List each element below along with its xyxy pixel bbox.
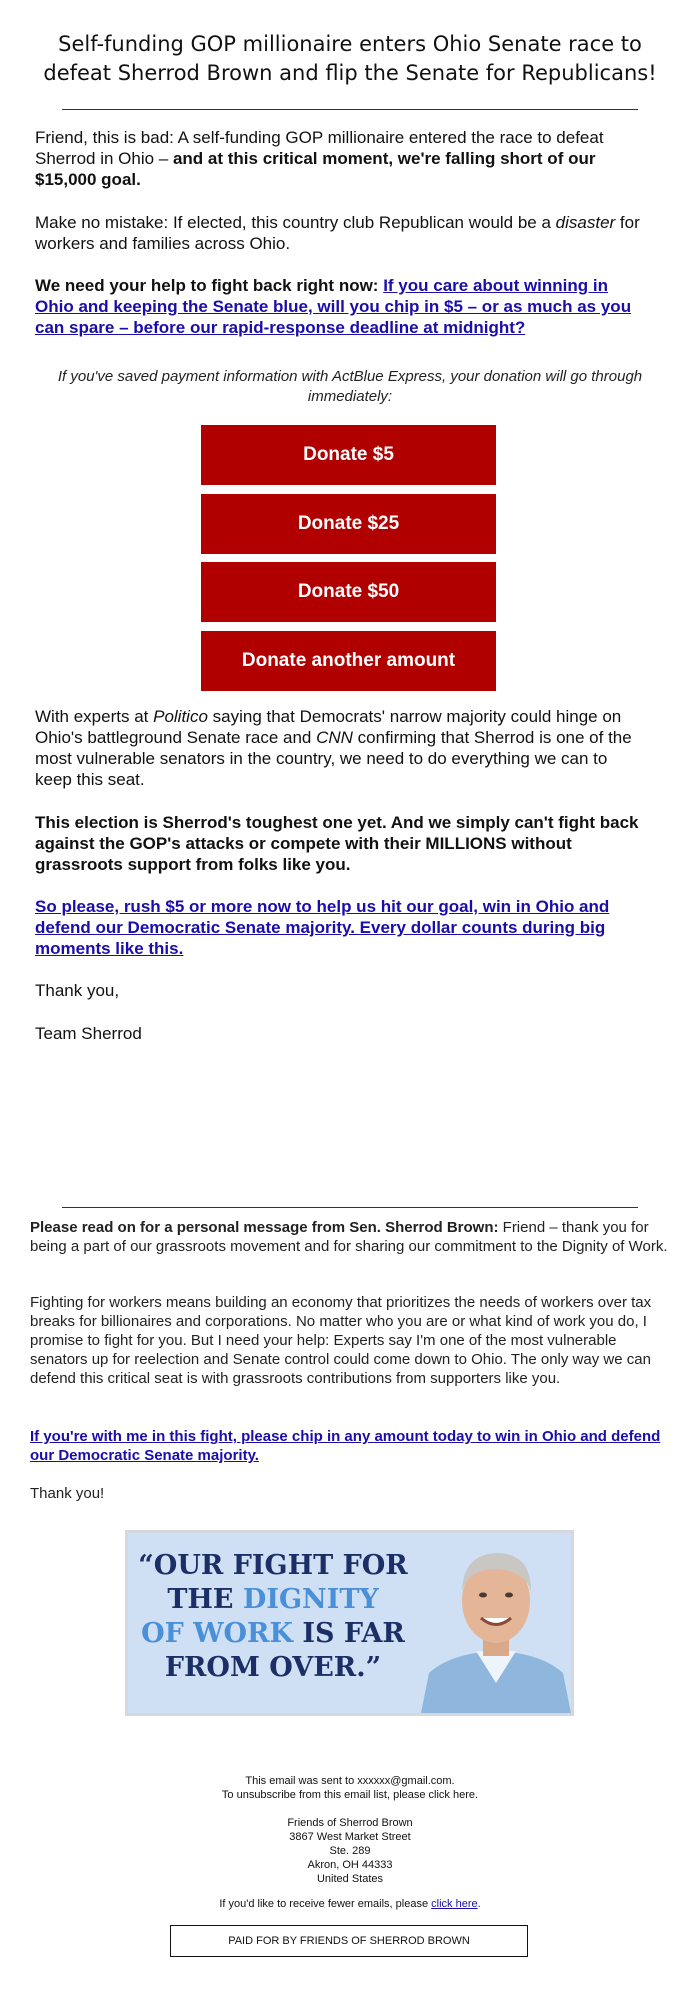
disaster-text: Make no mistake: If elected, this country club Republican would be a — [35, 213, 556, 232]
dignity-of-work-banner[interactable] — [125, 1530, 574, 1716]
closing-thank-you: Thank you, — [35, 981, 120, 1000]
personal-intro — [30, 1218, 670, 1256]
banner-line-2a: THE — [167, 1584, 243, 1615]
footer-suite: Ste. 289 — [329, 1845, 371, 1857]
experts-text-3: confirming that Sherrod is one of the most vulnerable senators in the country, we need to do everything we can to keep this seat. — [35, 728, 632, 789]
banner-line-3b: IS FAR — [292, 1618, 405, 1649]
donate-25-button[interactable]: Donate $25 — [201, 494, 496, 554]
fewer-emails-text: If you'd like to receive fewer emails, please — [219, 1898, 432, 1910]
footer-street: 3867 West Market Street — [289, 1831, 411, 1843]
divider-top — [62, 109, 638, 110]
paragraph-rush — [35, 896, 645, 959]
banner-line-2 — [138, 1583, 408, 1617]
banner-line-3a: OF WORK — [141, 1618, 293, 1649]
paragraph-disaster — [35, 212, 645, 254]
paragraph-ask — [35, 275, 645, 338]
banner-line-2b: DIGNITY — [242, 1584, 379, 1615]
footer-fewer-emails — [150, 1897, 550, 1911]
ask-bold: We need your help to fight back right now: — [35, 276, 384, 295]
fewer-emails-suffix: . — [477, 1898, 481, 1910]
experts-text-1: With experts at — [35, 707, 154, 726]
email-headline: Self-funding GOP millionaire enters Ohio Senate race to defeat Sherrod Brown and flip the Senate for Republicans! — [43, 32, 657, 85]
personal-paragraph: Fighting for workers means building an economy that prioritizes the needs of workers over tax breaks for billionaires and corporations. No matter who you are or what kind of work you do, I promise to fight for you. But I need your help: Experts say I'm one of the most vulnerable senators up for reelection and Senate control could come down to Ohio. The only way we can defend this critical seat is with grassroots contributions from supporters like you. — [30, 1294, 652, 1387]
intro-bold: and at this critical moment, we're falling short of our $15,000 goal. — [35, 149, 596, 189]
donate-50-button[interactable]: Donate $50 — [201, 562, 496, 622]
rush-donation-link[interactable]: So please, rush $5 or more now to help us hit our goal, win in Ohio and defend our Democratic Senate majority. Every dollar counts during big moments like this. — [35, 897, 610, 958]
disaster-text-end: for workers and families across Ohio. — [35, 213, 640, 253]
personal-thanks: Thank you! — [30, 1485, 105, 1502]
footer-sent-to: This email was sent to xxxxxx@gmail.com. — [245, 1775, 455, 1787]
actblue-express-note: If you've saved payment information with ActBlue Express, your donation will go through immediately: — [57, 368, 643, 405]
banner-line-4: FROM OVER.” — [164, 1652, 382, 1683]
footer-unsubscribe[interactable] — [150, 1788, 550, 1802]
donate-other-amount-button[interactable]: Donate another amount — [201, 631, 496, 691]
footer-city: Akron, OH 44333 — [307, 1859, 393, 1871]
experts-text-2: saying that Democrats' narrow majority could hinge on Ohio's battleground Senate race and — [35, 707, 622, 747]
footer-country: United States — [316, 1873, 384, 1885]
paragraph-experts — [35, 706, 645, 790]
paragraph-toughest: This election is Sherrod's toughest one yet. And we simply can't fight back against the GOP's attacks or compete with their MILLIONS without grassroots support from folks like you. — [35, 813, 639, 874]
personal-link-paragraph — [30, 1427, 670, 1465]
politico-italic: Politico — [153, 707, 208, 726]
fewer-emails-link[interactable]: click here — [431, 1898, 478, 1910]
unsubscribe-link[interactable]: To unsubscribe from this email list, please click here. — [221, 1789, 479, 1801]
banner-quote — [138, 1549, 408, 1685]
chip-in-link[interactable]: If you care about winning in Ohio and keeping the Senate blue, will you chip in $5 – or as much as you can spare – before our rapid-response deadline at midnight? — [35, 276, 632, 337]
footer-org: Friends of Sherrod Brown — [287, 1817, 413, 1829]
paid-for-disclaimer: PAID FOR BY FRIENDS OF SHERROD BROWN — [170, 1925, 528, 1957]
personal-intro-text: Friend – thank you for being a part of our grassroots movement and for sharing our commitment to the Dignity of Work. — [30, 1219, 668, 1255]
cnn-italic: CNN — [316, 728, 353, 747]
donate-5-button[interactable]: Donate $5 — [201, 425, 496, 485]
sherrod-brown-portrait — [421, 1533, 571, 1713]
disaster-italic: disaster — [555, 213, 616, 232]
intro-text: Friend, this is bad: A self-funding GOP millionaire entered the race to defeat Sherrod in Ohio – — [35, 128, 604, 168]
signature: Team Sherrod — [35, 1024, 142, 1043]
divider-personal — [62, 1207, 638, 1208]
personal-chip-in-link[interactable]: If you're with me in this fight, please chip in any amount today to win in Ohio and defend our Democratic Senate majority. — [30, 1428, 661, 1464]
personal-intro-bold: Please read on for a personal message from Sen. Sherrod Brown: — [30, 1219, 499, 1236]
paragraph-intro — [35, 127, 645, 190]
banner-line-3 — [138, 1617, 408, 1651]
banner-line-1: “OUR FIGHT FOR — [138, 1550, 408, 1581]
